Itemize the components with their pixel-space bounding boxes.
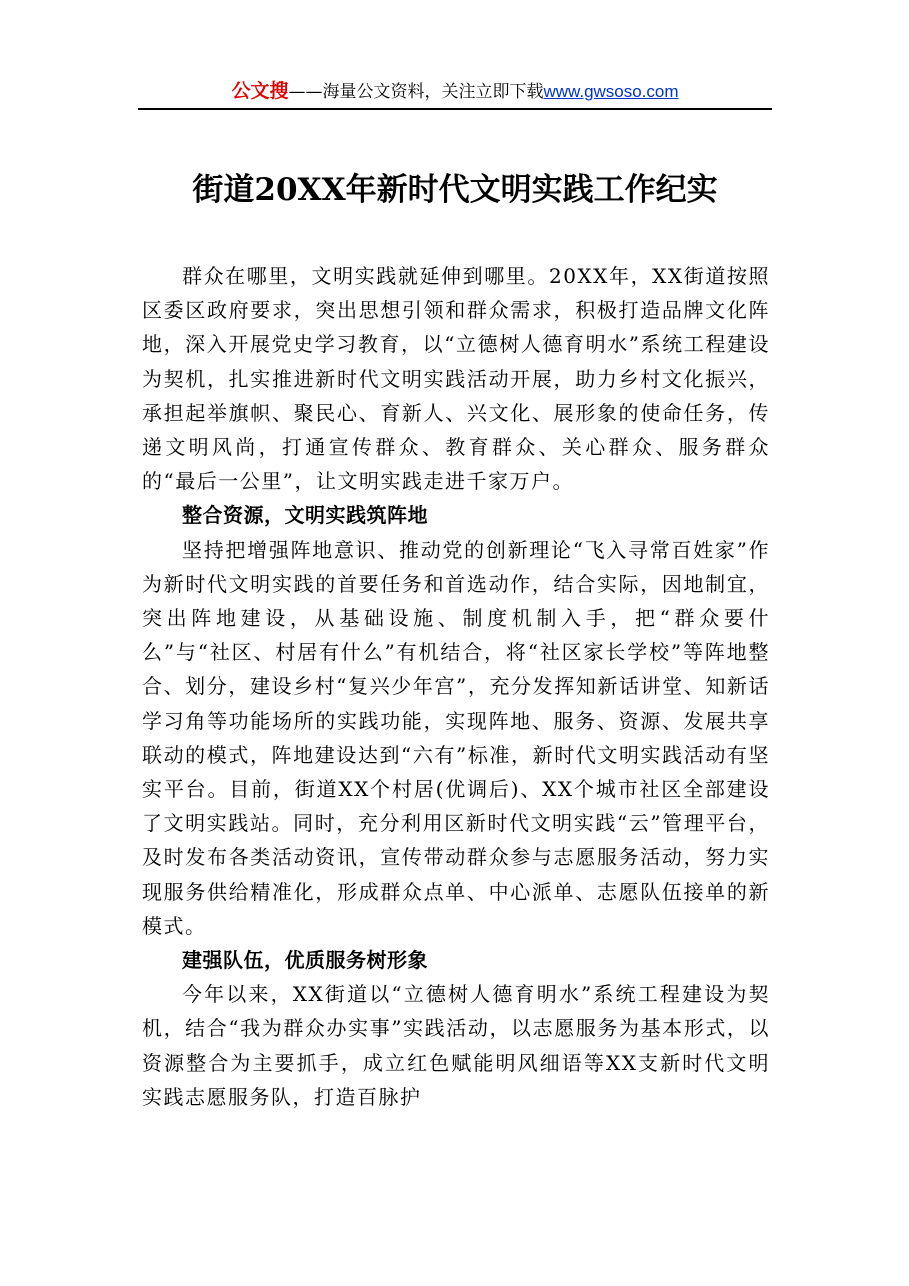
- section-paragraph-1: 坚持把增强阵地意识、推动党的创新理论“飞入寻常百姓家”作为新时代文明实践的首要任务和首选动作，结合实际，因地制宜，突出阵地建设，从基础设施、制度机制入手，把“群众要什么”与“社区、村居有什么”有机结合，将“社区家长学校”等阵地整合、划分，建设乡村“复兴少年宫”，充分发挥知新话讲堂、知新话学习角等功能场所的实践功能，实现阵地、服务、资源、发展共享联动的模式，阵地建设达到“六有”标准，新时代文明实践活动有坚实平台。目前，街道XX个村居(优调后)、XX个城市社区全部建设了文明实践站。同时，充分利用区新时代文明实践“云”管理平台，及时发布各类活动资讯，宣传带动群众参与志愿服务活动，努力实现服务供给精准化，形成群众点单、中心派单、志愿队伍接单的新模式。: [142, 537, 770, 938]
- section-heading-2: 建强队伍，优质服务树形象: [182, 948, 428, 973]
- brand-logo-text: 公文搜: [231, 80, 289, 102]
- document-body: [142, 259, 770, 1114]
- site-link[interactable]: www.gwsoso.com: [543, 82, 679, 101]
- section-paragraph-2: 今年以来，XX街道以“立德树人德育明水”系统工程建设为契机，结合“我为群众办实事”实践活动，以志愿服务为基本形式，以资源整合为主要抓手，成立红色赋能明风细语等XX支新时代文明实践志愿服务队，打造百脉护: [142, 982, 770, 1109]
- section-heading-1: 整合资源，文明实践筑阵地: [182, 503, 428, 528]
- page-header: [138, 78, 772, 110]
- document-title: 街道20XX年新时代文明实践工作纪实: [192, 172, 718, 208]
- intro-paragraph: 群众在哪里，文明实践就延伸到哪里。20XX年，XX街道按照区委区政府要求，突出思想引领和群众需求，积极打造品牌文化阵地，深入开展党史学习教育，以“立德树人德育明水”系统工程建设为契机，扎实推进新时代文明实践活动开展，助力乡村文化振兴，承担起举旗帜、聚民心、育新人、兴文化、展形象的使命任务，传递文明风尚，打通宣传群众、教育群众、关心群众、服务群众的“最后一公里”，让文明实践走进千家万户。: [142, 264, 770, 494]
- header-tagline: ——海量公文资料，关注立即下载: [288, 82, 544, 102]
